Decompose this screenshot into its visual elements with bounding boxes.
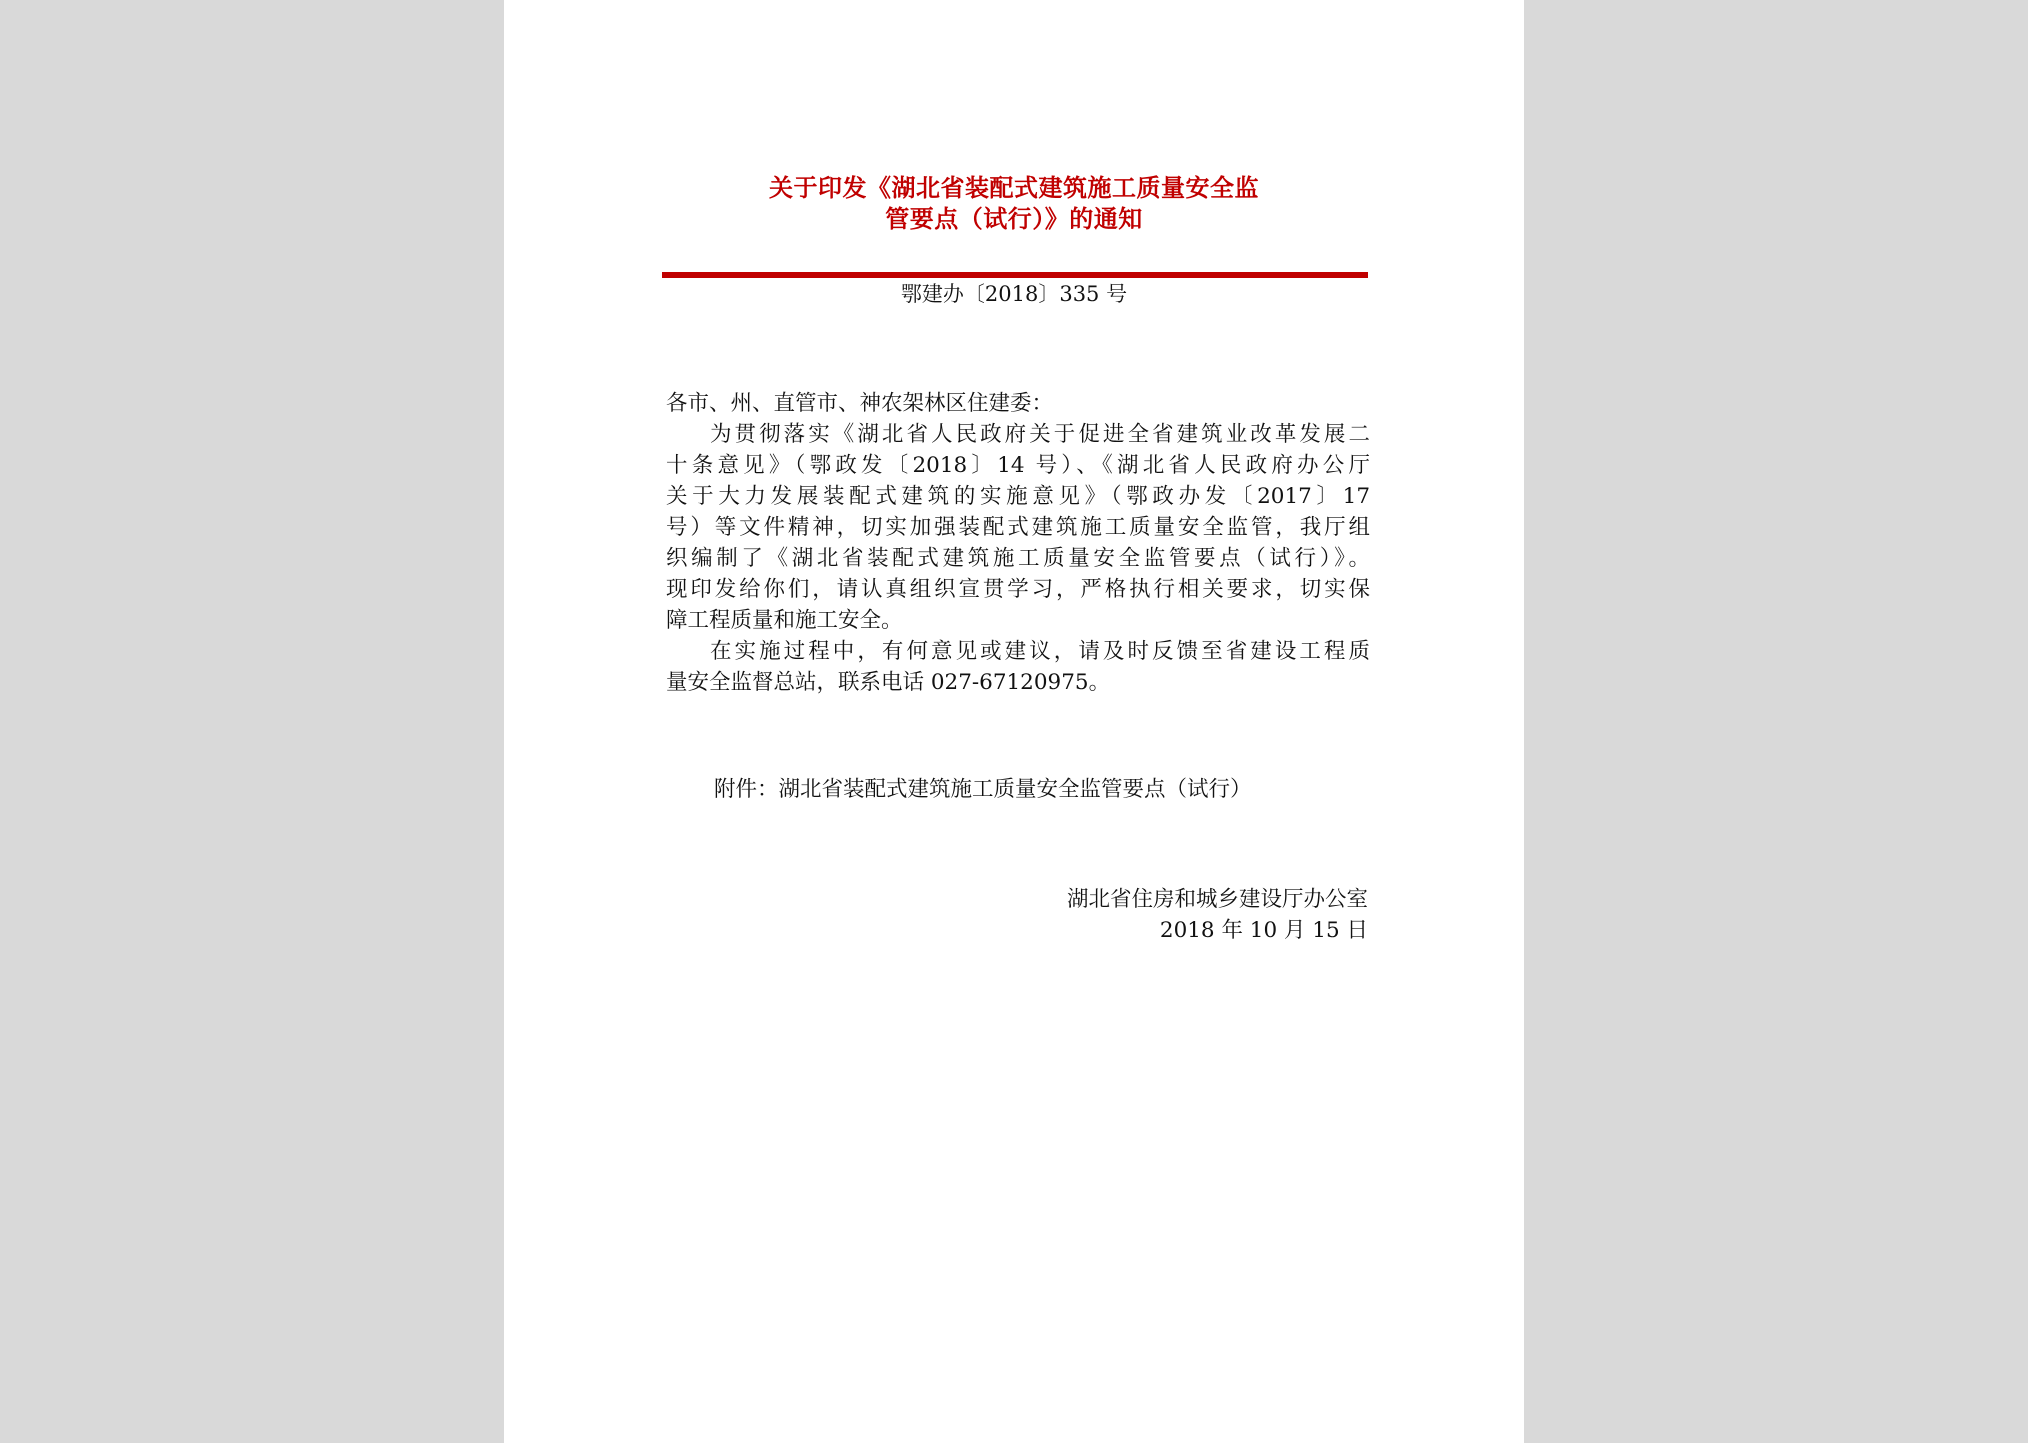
document-page (504, 0, 1524, 1443)
document-body (666, 388, 1370, 698)
paragraph-1-line: 号）等文件精神，切实加强装配式建筑施工质量安全监管，我厅组 (666, 515, 1370, 540)
title-line-1: 关于印发《湖北省装配式建筑施工质量安全监 (769, 173, 1259, 202)
red-divider (662, 272, 1368, 278)
salutation: 各市、州、直管市、神农架林区住建委： (666, 391, 1054, 416)
document-title (504, 172, 1524, 234)
paragraph-1-line: 关于大力发展装配式建筑的实施意见》（鄂政办发〔2017〕17 (666, 484, 1370, 509)
signature-block (1067, 884, 1368, 946)
document-number: 鄂建办〔2018〕335 号 (900, 282, 1128, 306)
paragraph-2-line: 量安全监督总站，联系电话 027-67120975。 (666, 670, 1111, 695)
issue-date: 2018 年 10 月 15 日 (1159, 918, 1368, 943)
issuer-name: 湖北省住房和城乡建设厅办公室 (1066, 887, 1368, 912)
paragraph-1-line: 为贯彻落实《湖北省人民政府关于促进全省建筑业改革发展二 (710, 422, 1370, 447)
paragraph-1-line: 十条意见》（鄂政发〔2018〕14 号）、《湖北省人民政府办公厅 (666, 453, 1370, 478)
title-line-2: 管要点（试行）》的通知 (885, 204, 1143, 233)
attachment-note: 附件：湖北省装配式建筑施工质量安全监管要点（试行） (714, 777, 1252, 802)
paragraph-2-line: 在实施过程中，有何意见或建议，请及时反馈至省建设工程质 (710, 639, 1370, 664)
paragraph-1-line: 障工程质量和施工安全。 (666, 608, 903, 633)
paragraph-1-line: 现印发给你们，请认真组织宣贯学习，严格执行相关要求，切实保 (666, 577, 1370, 602)
paragraph-1-line: 织编制了《湖北省装配式建筑施工质量安全监管要点（试行）》。 (666, 546, 1370, 571)
